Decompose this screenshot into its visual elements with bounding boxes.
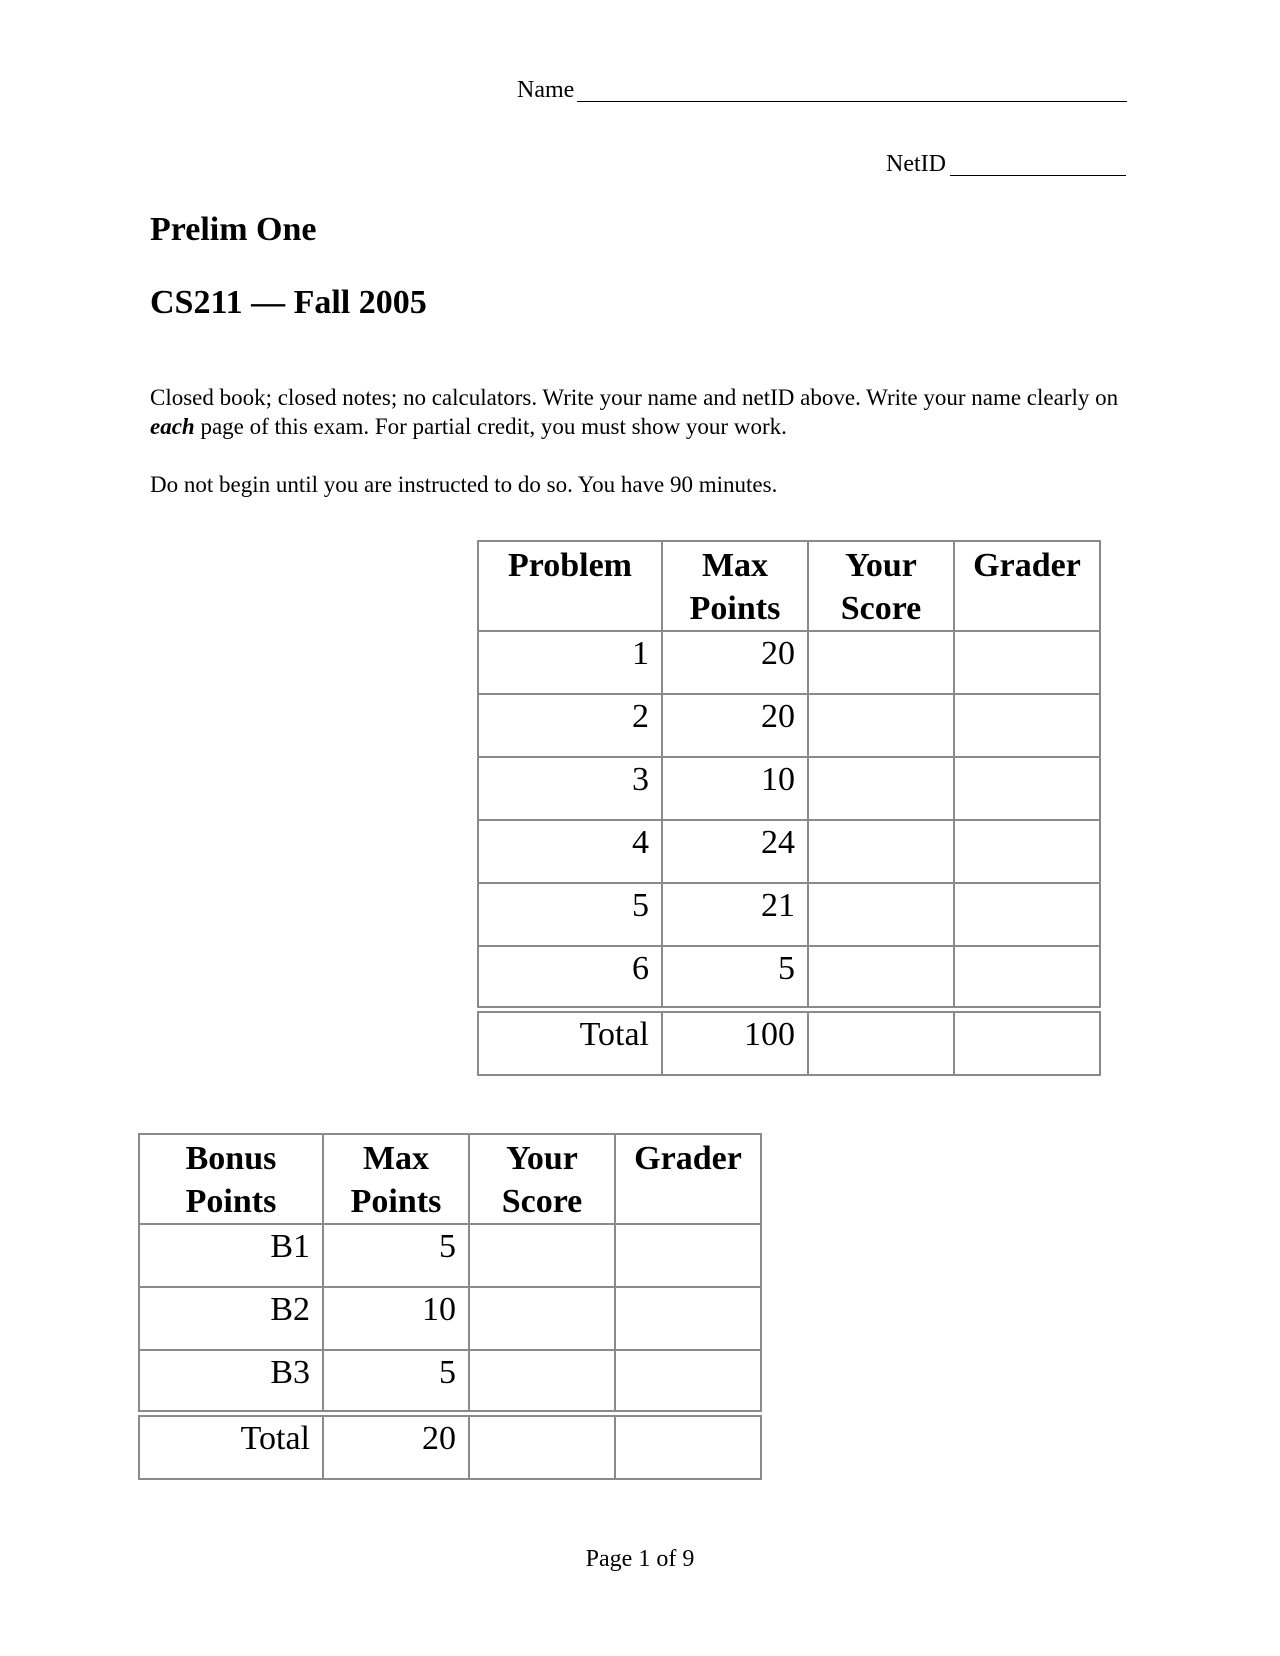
bonus-number: B1 [139,1224,323,1287]
header-your-score: Your Score [808,541,954,631]
name-field[interactable] [577,101,1127,102]
score-cell[interactable] [808,820,954,883]
grader-cell[interactable] [615,1287,761,1350]
bonus-table [138,1133,762,1480]
name-label: Name [517,77,575,103]
instructions-text-1: Closed book; closed notes; no calculators. Write your name and netID above. Write your name clearly on [150,385,1119,410]
time-instructions: Do not begin until you are instructed to do so. You have 90 minutes. [150,472,778,497]
table-row [139,1350,761,1413]
max-points: 21 [662,883,808,946]
table-row [139,1287,761,1350]
max-points: 24 [662,820,808,883]
table-row [478,694,1100,757]
problem-number: 4 [478,820,662,883]
total-score-cell[interactable] [808,1009,954,1075]
table-header-row [139,1134,761,1224]
grader-cell[interactable] [615,1350,761,1413]
grader-cell[interactable] [954,757,1100,820]
exam-title: Prelim One [150,211,317,248]
score-cell[interactable] [808,883,954,946]
bonus-number: B3 [139,1350,323,1413]
header-max-points: Max Points [662,541,808,631]
score-cell[interactable] [469,1287,615,1350]
problem-number: 5 [478,883,662,946]
header-grader: Grader [954,541,1100,631]
score-cell[interactable] [808,946,954,1009]
max-points: 5 [323,1224,469,1287]
problem-number: 2 [478,694,662,757]
instructions-emphasis: each [150,414,195,439]
table-row [478,631,1100,694]
total-max-points: 20 [323,1413,469,1479]
page-number: Page 1 of 9 [585,1546,695,1572]
max-points: 5 [662,946,808,1009]
grader-cell[interactable] [954,883,1100,946]
table-header-row [478,541,1100,631]
grader-cell[interactable] [615,1224,761,1287]
score-cell[interactable] [808,757,954,820]
instructions-text-2: page of this exam. For partial credit, you must show your work. [194,414,787,439]
score-cell[interactable] [469,1350,615,1413]
score-cell[interactable] [469,1224,615,1287]
header-grader: Grader [615,1134,761,1224]
table-row [139,1224,761,1287]
score-table [477,540,1101,1076]
header-bonus-points: Bonus Points [139,1134,323,1224]
grader-cell[interactable] [954,694,1100,757]
header-your-score: Your Score [469,1134,615,1224]
table-row [478,883,1100,946]
max-points: 10 [323,1287,469,1350]
problem-number: 3 [478,757,662,820]
max-points: 10 [662,757,808,820]
total-row [139,1413,761,1479]
max-points: 5 [323,1350,469,1413]
netid-label: NetID [886,151,946,177]
grader-cell[interactable] [954,946,1100,1009]
header-max-points: Max Points [323,1134,469,1224]
course-title: CS211 — Fall 2005 [150,284,427,321]
total-score-cell[interactable] [469,1413,615,1479]
total-row [478,1009,1100,1075]
bonus-number: B2 [139,1287,323,1350]
grader-cell[interactable] [954,631,1100,694]
header-problem: Problem [478,541,662,631]
table-row [478,820,1100,883]
problem-number: 1 [478,631,662,694]
table-row [478,946,1100,1009]
total-grader-cell[interactable] [615,1413,761,1479]
score-cell[interactable] [808,631,954,694]
total-label: Total [139,1413,323,1479]
instructions-paragraph [150,383,1150,441]
total-grader-cell[interactable] [954,1009,1100,1075]
grader-cell[interactable] [954,820,1100,883]
table-row [478,757,1100,820]
total-label: Total [478,1009,662,1075]
max-points: 20 [662,694,808,757]
score-cell[interactable] [808,694,954,757]
max-points: 20 [662,631,808,694]
problem-number: 6 [478,946,662,1009]
total-max-points: 100 [662,1009,808,1075]
netid-field[interactable] [950,175,1126,176]
